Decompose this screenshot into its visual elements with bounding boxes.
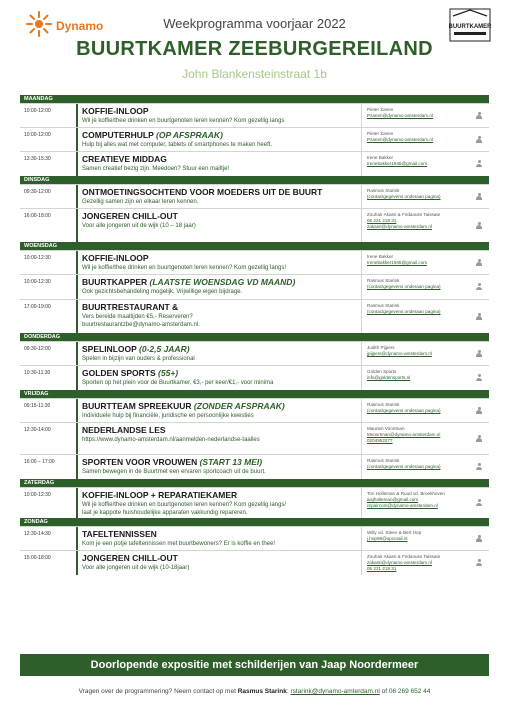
activity-description-2: buurtrestaurantzbe@dynamo-amsterdam.nl.: [82, 322, 200, 328]
contact-name: Rasmus Starink: [367, 303, 400, 308]
page-title: BUURTKAMER ZEEBURGEREILAND: [76, 38, 433, 60]
person-icon: [476, 222, 482, 230]
activity-description: Individuele hulp bij financiële, juridische en persoonlijke kwesties: [82, 413, 254, 419]
person-icon: [476, 160, 482, 168]
contact-name: Zouhair Akasri & Firdaouss Taissate: [367, 212, 441, 217]
activity-description: Hulp bij alles wat met computer, tablets of smartphones te maken heeft.: [82, 142, 273, 148]
buurtkamer-logo: [449, 8, 491, 42]
schedule-row: [20, 398, 489, 422]
activity-time: 10:00-12:30: [24, 279, 51, 285]
activity-cell: [76, 399, 361, 422]
activity-description: Kom je een potje tafeltennissen met buurtbewoners? Er is koffie en thee!: [82, 541, 276, 547]
person-cell: [469, 185, 489, 208]
contact-cell: [361, 455, 469, 479]
contact-cell: [361, 423, 469, 454]
activity-description: Samen creatief bezig zijn. Meedoen? Stuur een mailtje!: [82, 166, 230, 172]
contact-cell: [361, 488, 469, 518]
activity-description: Wil je koffie/thee drinken en buurtgenoten leren kennen? Kom gezellig langs!: [82, 265, 287, 271]
activity-time: 09:30-12:00: [24, 189, 51, 195]
activity-title: [82, 187, 361, 198]
activity-cell: [76, 128, 361, 151]
activity-time: 16:00-18:00: [24, 213, 51, 219]
contact-detail[interactable]: aixjholleman@gmail.com: [367, 497, 419, 502]
contact-detail[interactable]: Pzanen@dynamo-amsterdam.nl: [367, 113, 433, 118]
activity-description: Wil je koffie/thee drinken en buurtgenoten leren kennen? Kom gezellig langs: [82, 118, 285, 124]
activity-title-main: BUURTTEAM SPREEKUUR: [82, 401, 194, 411]
contact-cell: [361, 275, 469, 299]
activity-title: [82, 401, 361, 412]
schedule-row: [20, 487, 489, 518]
activity-time: 10:00-12:30: [24, 492, 51, 498]
schedule-row: [20, 151, 489, 176]
activity-time: 10:00-12:00: [24, 108, 51, 114]
person-cell: [469, 551, 489, 575]
activity-time: 10:00-12:00: [24, 132, 51, 138]
activity-title: [82, 211, 361, 222]
person-cell: [469, 366, 489, 390]
person-cell: [469, 423, 489, 454]
contact-detail[interactable]: Irenebakker1945@gmail.com: [367, 161, 428, 166]
activity-cell: [76, 423, 361, 454]
contact-detail[interactable]: (contactgegevens onderaan pagina): [367, 408, 441, 413]
activity-cell: [76, 488, 361, 518]
day-header: ZATERDAG: [20, 479, 489, 487]
activity-cell: [76, 209, 361, 242]
person-icon: [476, 313, 482, 321]
contact-name: Rasmus Starink: [367, 458, 400, 463]
contact-cell: [361, 342, 469, 365]
activity-time: 17:00-19:00: [24, 304, 51, 310]
activity-title: [82, 253, 361, 264]
schedule-row: [20, 550, 489, 575]
contact-name: Maurien Voortman: [367, 426, 405, 431]
activity-cell: [76, 551, 361, 575]
contact-detail-2[interactable]: 0204952277: [367, 438, 393, 443]
page-header: [0, 0, 509, 92]
person-icon: [476, 283, 482, 291]
contact-detail[interactable]: info@goldensports.nl: [367, 375, 411, 380]
contact-cell: [361, 128, 469, 151]
person-icon: [476, 374, 482, 382]
contact-detail[interactable]: (contactgegevens onderaan pagina): [367, 194, 441, 199]
contact-name: Pieter Zanen: [367, 131, 394, 136]
contact-cell: [361, 527, 469, 550]
day-header: WOENSDAG: [20, 242, 489, 250]
activity-title: [82, 344, 361, 355]
activity-description: Voor alle jongeren uit de wijk (10 – 18 jaar): [82, 223, 196, 229]
schedule-row: [20, 208, 489, 242]
day-header: DINSDAG: [20, 176, 489, 184]
person-cell: [469, 209, 489, 242]
schedule-table: [20, 95, 489, 575]
schedule-row: [20, 274, 489, 299]
footer-middle: of: [379, 688, 389, 695]
schedule-row: [20, 184, 489, 208]
activity-time: 12:30-14:30: [24, 531, 51, 537]
person-icon: [476, 193, 482, 201]
contact-name: Willy vd. Steen & Bert Hop: [367, 530, 422, 535]
activity-title-main: KOFFIE-INLOOP + REPARATIEKAMER: [82, 490, 238, 500]
person-cell: [469, 275, 489, 299]
contact-cell: [361, 104, 469, 127]
activity-title: [82, 130, 361, 141]
contact-detail-2[interactable]: zakasri@dynamo-amsterdam.nl: [367, 224, 432, 229]
person-cell: [469, 527, 489, 550]
person-icon: [476, 499, 482, 507]
activity-description: Wil je koffie/thee drinken en buurtgenoten leren kennen? Kom gezellig langs/: [82, 502, 287, 508]
contact-detail[interactable]: Pzanen@dynamo-amsterdam.nl: [367, 137, 433, 142]
activity-title-main: TAFELTENNISSEN: [82, 529, 157, 539]
person-cell: [469, 455, 489, 479]
activity-cell: [76, 104, 361, 127]
person-icon: [476, 350, 482, 358]
contact-cell: [361, 209, 469, 242]
activity-cell: [76, 275, 361, 299]
activity-description: Spelen in bijzijn van ouders & professional: [82, 356, 195, 362]
activity-title-note: (START 13 MEI): [199, 457, 263, 467]
activity-time: 09:15-11:30: [24, 403, 51, 409]
footer-separator: :: [286, 688, 291, 695]
activity-title-main: NEDERLANDSE LES: [82, 425, 166, 435]
person-cell: [469, 300, 489, 333]
activity-cell: [76, 300, 361, 333]
footer-prefix: Vragen over de programmering? Neem contact op met: [78, 688, 238, 695]
footer-email-link[interactable]: rstarink@dynamo-amterdam.nl: [290, 688, 380, 695]
contact-cell: [361, 399, 469, 422]
contact-cell: [361, 366, 469, 390]
contact-detail[interactable]: Irenebakker1945@gmail.com: [367, 260, 428, 265]
activity-cell: [76, 152, 361, 176]
day-header: VRIJDAG: [20, 390, 489, 398]
brand-name: Dynamo: [56, 19, 104, 33]
activity-title-main: ONTMOETINGSOCHTEND VOOR MOEDERS UIT DE BUURT: [82, 187, 323, 197]
activity-title-main: KOFFIE-INLOOP: [82, 106, 149, 116]
contact-name: Golden Sports: [367, 369, 397, 374]
person-icon: [476, 435, 482, 443]
activity-cell: [76, 251, 361, 274]
person-cell: [469, 251, 489, 274]
day-header: ZONDAG: [20, 518, 489, 526]
contact-name: Zouhair Akasri & Firdaouss Taissate: [367, 554, 441, 559]
contact-detail[interactable]: j.hop69@upcmail.nl: [367, 536, 408, 541]
contact-detail[interactable]: zakasri@dynamo-amsterdam.nl: [367, 560, 432, 565]
activity-title-main: BUURTRESTAURANT &: [82, 302, 179, 312]
footer-contact-name: Rasmus Starink: [237, 688, 287, 695]
activity-time: 16:00 – 17:00: [24, 459, 55, 465]
activity-title-note: (OP AFSPRAAK): [156, 130, 223, 140]
person-icon: [476, 136, 482, 144]
contact-cell: [361, 185, 469, 208]
contact-name: Ton Holleman & Ruud vd. Broekhoven: [367, 491, 445, 496]
activity-time: 10:30-11:30: [24, 370, 51, 376]
person-cell: [469, 342, 489, 365]
activity-cell: [76, 527, 361, 550]
activity-title: [82, 302, 361, 313]
activity-title-main: GOLDEN SPORTS: [82, 368, 159, 378]
schedule-row: [20, 422, 489, 454]
activity-title-note: (LAATSTE WOENSDAG VD MAAND): [149, 277, 296, 287]
activity-description: Ook gezichtsbehandeling mogelijk. Vrijwillige eigen bijdrage.: [82, 289, 243, 295]
activity-description: Sporten op het plein voor de Buurtkamer, €3,- per keer/€1,- voor minima: [82, 380, 274, 386]
schedule-row: [20, 526, 489, 550]
activity-description: Vers bereide maaltijden €5,- Reserveren?: [82, 314, 193, 320]
contact-detail-2[interactable]: repaircom@dynamo-amsterdam.nl: [367, 503, 438, 508]
contact-detail[interactable]: (contactgegevens onderaan pagina): [367, 464, 441, 469]
week-subtitle: Weekprogramma voorjaar 2022: [163, 16, 346, 31]
contact-cell: [361, 251, 469, 274]
schedule-row: [20, 250, 489, 274]
person-cell: [469, 104, 489, 127]
contact-detail-2[interactable]: 06 221 219 31: [367, 566, 397, 571]
activity-description: Samen bewegen in de Buurtmet een ervaren sportcoach uit de buurt.: [82, 469, 266, 475]
schedule-row: [20, 454, 489, 479]
day-header: DONDERDAG: [20, 333, 489, 341]
activity-cell: [76, 455, 361, 479]
activity-time: 15:00-18:00: [24, 555, 51, 561]
address: John Blankensteinstraat 1b: [182, 67, 327, 81]
activity-description: Gezellig samen zijn en elkaar leren kennen.: [82, 199, 199, 205]
person-icon: [476, 559, 482, 567]
exhibition-banner: Doorlopende expositie met schilderijen van Jaap Noordermeer: [20, 654, 489, 676]
activity-title-main: COMPUTERHULP: [82, 130, 156, 140]
schedule-row: [20, 127, 489, 151]
activity-title: [82, 553, 361, 564]
contact-cell: [361, 551, 469, 575]
activity-title: [82, 425, 361, 436]
contact-cell: [361, 300, 469, 333]
activity-title-main: BUURTKAPPER: [82, 277, 150, 287]
contact-detail[interactable]: Mvoortman@dynamo-amsterdam.nl: [367, 432, 441, 437]
person-cell: [469, 152, 489, 176]
contact-detail[interactable]: jpijpers@dynamo-amsterdam.nl: [367, 351, 432, 356]
activity-description: https://www.dynamo-amsterdam.nl/aanmelden-nederlandse-taalles: [82, 437, 260, 443]
activity-title-main: SPORTEN VOOR VROUWEN: [82, 457, 200, 467]
contact-name: Irene Bakker: [367, 254, 394, 259]
activity-time: 09:30-12:00: [24, 346, 51, 352]
activity-cell: [76, 185, 361, 208]
activity-title: [82, 106, 361, 117]
activity-title-main: SPELINLOOP: [82, 344, 139, 354]
person-icon: [476, 259, 482, 267]
person-cell: [469, 399, 489, 422]
schedule-row: [20, 341, 489, 365]
activity-title-main: JONGEREN CHILL-OUT: [82, 553, 178, 563]
schedule-row: [20, 365, 489, 390]
activity-title-main: JONGEREN CHILL-OUT: [82, 211, 178, 221]
activity-description-2: laat je kappote huishoudelijke apparaten vakkundig repareren.: [82, 510, 248, 516]
contact-name: Rasmus Starink: [367, 188, 400, 193]
activity-title-note: (0-2,5 JAAR): [139, 344, 190, 354]
contact-detail[interactable]: (contactgegevens onderaan pagina): [367, 309, 441, 314]
person-icon: [476, 407, 482, 415]
activity-title-main: KOFFIE-INLOOP: [82, 253, 149, 263]
contact-name: Judith Pijpers: [367, 345, 395, 350]
contact-name: Rasmus Starink: [367, 402, 400, 407]
footer: [0, 688, 509, 695]
activity-title: [82, 277, 361, 288]
activity-time: 12:30-14:00: [24, 427, 51, 433]
footer-phone: 06 269 652 44: [388, 688, 431, 695]
contact-name: Pieter Zanen: [367, 107, 394, 112]
activity-title: [82, 154, 361, 165]
activity-cell: [76, 366, 361, 390]
person-icon: [476, 535, 482, 543]
activity-title: [82, 529, 361, 540]
activity-title: [82, 490, 361, 501]
day-header: MAANDAG: [20, 95, 489, 103]
activity-title-main: CREATIEVE MIDDAG: [82, 154, 167, 164]
activity-title: [82, 457, 361, 468]
person-cell: [469, 128, 489, 151]
schedule-row: [20, 103, 489, 127]
person-cell: [469, 488, 489, 518]
contact-detail[interactable]: 06 221 219 31: [367, 218, 397, 223]
contact-cell: [361, 152, 469, 176]
contact-detail[interactable]: (contactgegevens onderaan pagina): [367, 284, 441, 289]
activity-cell: [76, 342, 361, 365]
activity-time: 13:30-15:30: [24, 156, 51, 162]
activity-title: [82, 368, 361, 379]
activity-title-note: (55+): [158, 368, 179, 378]
contact-name: Irene Bakker: [367, 155, 394, 160]
person-icon: [476, 112, 482, 120]
buurtkamer-logo-text: BUURTKAMER: [449, 24, 491, 30]
activity-time: 10:00-12:30: [24, 255, 51, 261]
person-icon: [476, 463, 482, 471]
schedule-row: [20, 299, 489, 333]
activity-description: Voor alle jongeren uit de wijk (10-18jaar): [82, 565, 190, 571]
contact-name: Rasmus Starink: [367, 278, 400, 283]
activity-title-note: (ZONDER AFSPRAAK): [193, 401, 285, 411]
